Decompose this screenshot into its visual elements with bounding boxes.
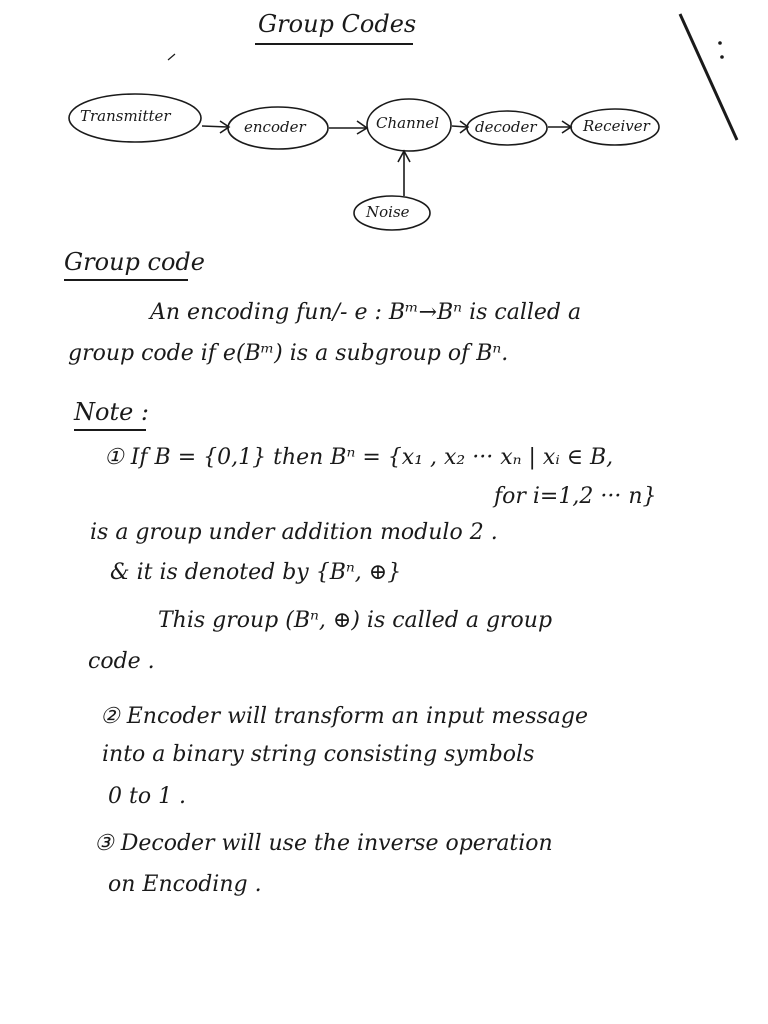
arrow-channel-decoder: [452, 126, 467, 127]
page-title: Group Codes: [258, 10, 417, 38]
receiver-label: Receiver: [583, 117, 650, 135]
definition-line-1: An encoding fun/- e : Bᵐ→Bⁿ is called a: [150, 300, 582, 325]
note1-line-4: & it is denoted by {Bⁿ, ⊕}: [110, 560, 402, 585]
note1-line-5: This group (Bⁿ, ⊕) is called a group: [158, 608, 553, 633]
note-heading: Note :: [74, 398, 150, 426]
definition-line-2: group code if e(Bᵐ) is a subgroup of Bⁿ.: [68, 341, 509, 366]
note-heading-underline: [74, 429, 146, 431]
encoder-label: encoder: [244, 118, 306, 136]
decoder-label: decoder: [475, 118, 537, 136]
noise-label: Noise: [366, 203, 410, 221]
section-heading: Group code: [64, 248, 205, 276]
transmitter-label: Transmitter: [80, 107, 171, 125]
note1-line-2: for i=1,2 ··· n}: [494, 484, 657, 509]
channel-label: Channel: [376, 114, 440, 132]
note1-line-1: ① If B = {0,1} then Bⁿ = {x₁ , x₂ ··· xₙ | xᵢ ∈ B,: [104, 445, 614, 470]
note3-line-2: on Encoding .: [108, 872, 262, 897]
note2-line-1: ② Encoder will transform an input message: [100, 704, 588, 729]
arrow-transmitter-encoder: [202, 126, 228, 127]
section-heading-underline: [64, 279, 188, 281]
page-edge-mark: [680, 14, 737, 140]
note2-line-3: 0 to 1 .: [108, 784, 187, 809]
note1-line-6: code .: [88, 649, 155, 674]
note2-line-2: into a binary string consisting symbols: [102, 742, 535, 767]
note3-line-1: ③ Decoder will use the inverse operation: [94, 831, 553, 856]
note1-line-3: is a group under addition modulo 2 .: [90, 520, 498, 545]
